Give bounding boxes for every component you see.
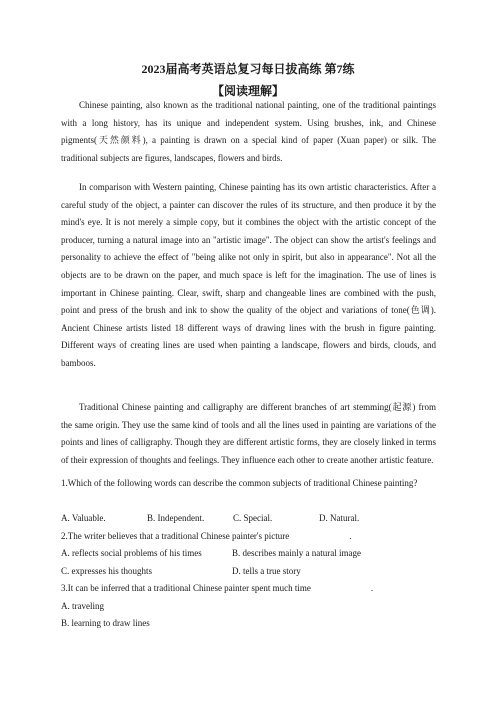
question-2-options-row-1	[61, 545, 436, 563]
question-1-option-a[interactable]: A. Valuable.	[61, 513, 106, 523]
question-1-option-c[interactable]: C. Special.	[233, 513, 273, 523]
question-2-option-d[interactable]: D. tells a true story	[232, 566, 301, 576]
passage-paragraph-3: Traditional Chinese painting and calligraphy are different branches of art stemming(起源) from the same origin. They use the same kind of tools and all the lines used in painting are variations of the points and lines of calligraphy. Though they are different artistic forms, they are closely linked in terms of their expression of thoughts and feelings. They influence each other to create another artistic feature.	[61, 402, 436, 465]
question-3-option-b[interactable]: B. learning to draw lines	[61, 618, 150, 628]
question-2-option-b[interactable]: B. describes mainly a natural image	[232, 548, 361, 558]
passage-paragraph-2: In comparison with Western painting, Chinese painting has its own artistic characteristics. After a careful study of the object, a painter can discover the rules of its structure, and then produce it by the mind's eye. It is not merely a simple copy, but it combines the object with the artistic concept of the producer, turning a natural image into an "artistic image". The object can show the artist's feelings and personality to achieve the effect of "being alike not only in spirit, but also in appearance". Not all the objects are to be drawn on the paper, and much space is left for the imagination. The use of lines is important in Chinese painting. Clear, swift, sharp and changeable lines are combined with the push, point and press of the brush and ink to show the quality of the object and variations of tone(色调). Ancient Chinese artists listed 18 different ways of drawing lines with the brush in figure painting. Different ways of creating lines are used when painting a landscape, flowers and birds, clouds, and bamboos.	[61, 182, 436, 368]
passage-paragraph-1: Chinese painting, also known as the traditional national painting, one of the traditional paintings with a long history, has its unique and independent system. Using brushes, ink, and Chinese pigments(天然颜料), a painting is drawn on a special kind of paper (Xuan paper) or silk. The traditional subjects are figures, landscapes, flowers and birds.	[61, 100, 436, 163]
section-heading: 【阅读理解】	[211, 84, 284, 98]
question-2-option-a[interactable]: A. reflects social problems of his times	[61, 548, 202, 558]
question-2-option-c[interactable]: C. expresses his thoughts	[61, 566, 152, 576]
question-1-options	[61, 510, 436, 528]
page-title: 2023届高考英语总复习每日拔高练 第7练	[141, 62, 355, 76]
question-3-stem: 3.It can be inferred that a traditional Chinese painter spent much time	[61, 583, 311, 593]
question-1-option-b[interactable]: B. Independent.	[147, 513, 205, 523]
question-2-stem: 2.The writer believes that a traditional Chinese painter's picture	[61, 531, 290, 541]
question-1-option-d[interactable]: D. Natural.	[319, 513, 360, 523]
question-2-tail: .	[349, 531, 352, 541]
question-2-options-row-2	[61, 563, 436, 581]
question-3-stem-line	[61, 580, 436, 598]
question-3-option-a[interactable]: A. traveling	[61, 601, 104, 611]
question-3-tail: .	[370, 583, 374, 593]
question-1-stem: 1.Which of the following words can describe the common subjects of traditional Chinese painting?	[61, 478, 418, 488]
question-2-stem-line	[61, 528, 436, 546]
